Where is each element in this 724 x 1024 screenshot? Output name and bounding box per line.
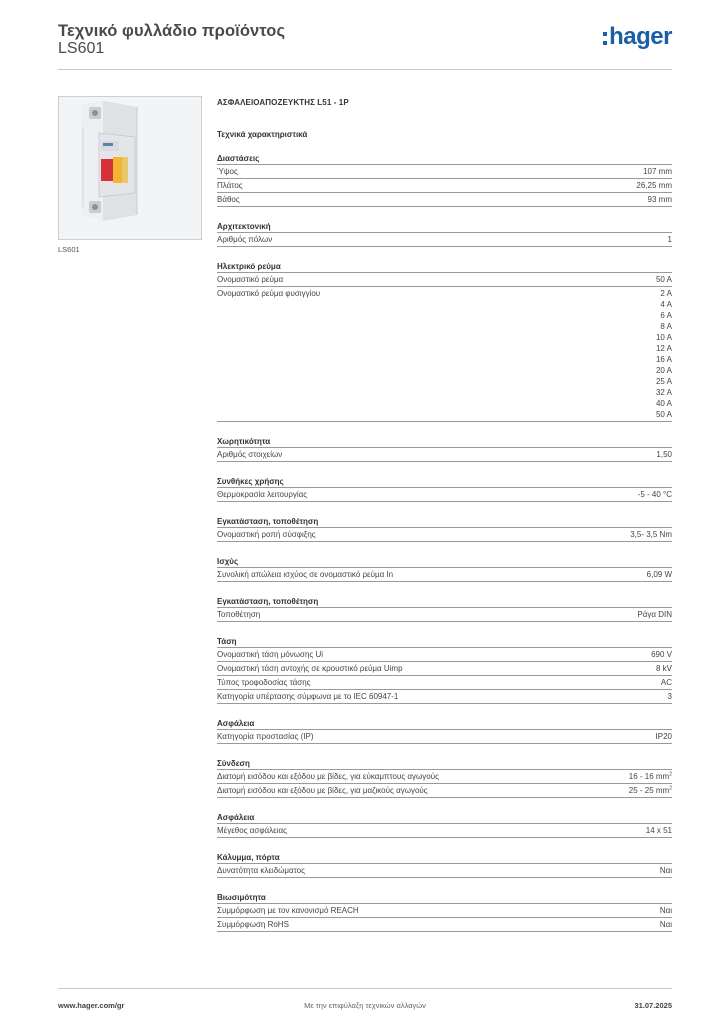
spec-label: Αριθμός στοιχείων <box>217 450 283 459</box>
spec-value <box>651 649 672 660</box>
spec-value-line: 50 A <box>655 410 672 419</box>
spec-value <box>656 449 672 460</box>
spec-section <box>217 476 672 502</box>
hager-logo <box>603 24 672 50</box>
spec-value <box>638 489 672 500</box>
spec-value <box>637 609 672 620</box>
section-heading: Σύνδεση <box>217 758 672 770</box>
spec-label: Συμμόρφωση RoHS <box>217 920 289 929</box>
spec-value <box>643 166 672 177</box>
spec-label: Βάθος <box>217 195 240 204</box>
section-heading: Ισχύς <box>217 556 672 568</box>
spec-value-line: 8 kV <box>655 664 672 673</box>
spec-label: Μέγεθος ασφάλειας <box>217 826 287 835</box>
spec-value-line: AC <box>660 678 672 687</box>
product-code: LS601 <box>58 40 105 57</box>
spec-label: Ονομαστική τάση αντοχής σε κρουστικό ρεύμα Uimp <box>217 664 403 673</box>
spec-row <box>217 273 672 287</box>
spec-value <box>660 865 672 876</box>
spec-row <box>217 918 672 932</box>
spec-label: Ονομαστική ροπή σύσφιξης <box>217 530 316 539</box>
spec-row <box>217 179 672 193</box>
spec-value <box>648 194 672 205</box>
spec-value-line: 2 A <box>660 289 672 298</box>
spec-value-line: 690 V <box>651 650 672 659</box>
spec-row <box>217 287 672 422</box>
spec-value <box>647 569 672 580</box>
spec-label: Ύψος <box>217 167 238 176</box>
spec-section <box>217 892 672 932</box>
spec-row <box>217 662 672 676</box>
spec-value-line: Ναι <box>659 866 672 875</box>
section-heading: Ηλεκτρικό ρεύμα <box>217 261 672 273</box>
footer-notice: Με την επιφύλαξη τεχνικών αλλαγών <box>304 1001 426 1010</box>
spec-label: Τοποθέτηση <box>217 610 261 619</box>
section-heading: Εγκατάσταση, τοποθέτηση <box>217 516 672 528</box>
spec-label: Δυνατότητα κλειδώματος <box>217 866 305 875</box>
section-heading: Εγκατάσταση, τοποθέτηση <box>217 596 672 608</box>
document-title: Τεχνικό φυλλάδιο προϊόντος <box>58 22 286 40</box>
spec-label: Τύπος τροφοδοσίας τάσης <box>217 678 311 687</box>
spec-value-line: 14 x 51 <box>645 826 672 835</box>
spec-value <box>629 785 672 796</box>
spec-label: Κατηγορία υπέρτασης σύμφωνα με το IEC 60947-1 <box>217 692 399 701</box>
section-heading: Τάση <box>217 636 672 648</box>
spec-row <box>217 233 672 247</box>
spec-row <box>217 824 672 838</box>
spec-value <box>656 731 672 742</box>
spec-row <box>217 676 672 690</box>
spec-value-line: 3,5- 3,5 Nm <box>630 530 672 539</box>
section-heading: Αρχιτεκτονική <box>217 221 672 233</box>
spec-value <box>636 180 672 191</box>
spec-value-line: Ναι <box>659 920 672 929</box>
spec-section <box>217 516 672 542</box>
spec-row <box>217 770 672 784</box>
product-image <box>58 96 202 240</box>
spec-section <box>217 596 672 622</box>
spec-row <box>217 648 672 662</box>
spec-value <box>668 691 672 702</box>
spec-label: Αριθμός πόλων <box>217 235 273 244</box>
spec-value <box>656 274 672 285</box>
spec-section <box>217 852 672 878</box>
spec-value-line: IP20 <box>655 732 672 741</box>
section-heading: Συνθήκες χρήσης <box>217 476 672 488</box>
spec-section <box>217 153 672 207</box>
section-heading: Χωρητικότητα <box>217 436 672 448</box>
spec-value-line: 20 A <box>655 366 672 375</box>
spec-value <box>668 234 672 245</box>
spec-section <box>217 812 672 838</box>
spec-row <box>217 904 672 918</box>
product-title: ΑΣΦΑΛΕΙΟΑΠΟΖΕΥΚΤΗΣ L51 - 1P <box>217 98 349 107</box>
spec-value-line: 50 A <box>655 275 672 284</box>
spec-value-line: 6,09 W <box>646 570 672 579</box>
spec-value-line: 93 mm <box>647 195 672 204</box>
spec-sections <box>217 153 672 932</box>
spec-row <box>217 193 672 207</box>
spec-section <box>217 636 672 704</box>
spec-label: Συνολική απώλεια ισχύος σε ονομαστικό ρεύμα In <box>217 570 394 579</box>
spec-row <box>217 528 672 542</box>
spec-row <box>217 488 672 502</box>
spec-subtitle: Τεχνικά χαρακτηριστικά <box>217 130 308 139</box>
spec-label: Κατηγορία προστασίας (IP) <box>217 732 314 741</box>
spec-value-line: 12 A <box>655 344 672 353</box>
spec-value-line: 8 A <box>660 322 672 331</box>
spec-content <box>217 97 672 932</box>
spec-row <box>217 784 672 798</box>
page-footer <box>58 988 672 1016</box>
spec-value-line: 107 mm <box>643 167 672 176</box>
section-heading: Ασφάλεια <box>217 718 672 730</box>
section-heading: Κάλυμμα, πόρτα <box>217 852 672 864</box>
footer-date: 31.07.2025 <box>634 1001 672 1010</box>
spec-value <box>656 663 672 674</box>
image-caption: LS601 <box>58 245 80 254</box>
spec-value-line: 40 A <box>655 399 672 408</box>
spec-value <box>629 771 672 782</box>
spec-label: Ονομαστικό ρεύμα <box>217 275 284 284</box>
logo-dots-icon <box>603 27 607 47</box>
spec-value <box>661 677 672 688</box>
spec-value-line: 1,50 <box>656 450 672 459</box>
section-heading: Ασφάλεια <box>217 812 672 824</box>
spec-row <box>217 690 672 704</box>
spec-row <box>217 568 672 582</box>
spec-label: Θερμοκρασία λειτουργίας <box>217 490 308 499</box>
page-header <box>58 20 672 70</box>
spec-section <box>217 556 672 582</box>
spec-label: Ονομαστικό ρεύμα φυσιγγίου <box>217 289 321 298</box>
spec-value-line: Ράγα DIN <box>637 610 672 619</box>
spec-section <box>217 221 672 247</box>
spec-value <box>660 919 672 930</box>
spec-value <box>656 288 672 420</box>
spec-value-line: 1 <box>667 235 672 244</box>
spec-section <box>217 758 672 798</box>
spec-value-line: 32 A <box>655 388 672 397</box>
footer-website: www.hager.com/gr <box>58 1001 125 1010</box>
spec-value-line: 3 <box>667 692 672 701</box>
spec-row <box>217 730 672 744</box>
spec-label: Ονομαστική τάση μόνωσης Ui <box>217 650 324 659</box>
spec-label: Διατομή εισόδου και εξόδου με βίδες, για εύκαμπτους αγωγούς <box>217 772 439 781</box>
spec-value-line: 25 A <box>655 377 672 386</box>
spec-row <box>217 864 672 878</box>
spec-value-line: 6 A <box>660 311 672 320</box>
spec-row <box>217 165 672 179</box>
spec-row <box>217 448 672 462</box>
unit-superscript: 2 <box>669 771 672 778</box>
spec-label: Διατομή εισόδου και εξόδου με βίδες, για μαζικούς αγωγούς <box>217 786 428 795</box>
section-heading: Βιωσιμότητα <box>217 892 672 904</box>
spec-value-line: 26,25 mm <box>636 181 672 190</box>
fuse-disconnector-icon <box>59 97 202 240</box>
spec-value-line: -5 - 40 °C <box>637 490 672 499</box>
spec-value-line: Ναι <box>659 906 672 915</box>
section-heading: Διαστάσεις <box>217 153 672 165</box>
spec-value-line: 16 A <box>655 355 672 364</box>
spec-value <box>646 825 672 836</box>
spec-value-line: 10 A <box>655 333 672 342</box>
spec-value-line: 25 - 25 $mm^2$ <box>628 785 672 795</box>
logo-text: hager <box>609 23 672 50</box>
spec-value <box>660 905 672 916</box>
spec-value-line: 4 A <box>660 300 672 309</box>
spec-section <box>217 261 672 422</box>
spec-label: Συμμόρφωση με τον κανονισμό REACH <box>217 906 359 915</box>
spec-row <box>217 608 672 622</box>
spec-section <box>217 718 672 744</box>
unit-superscript: 2 <box>669 785 672 792</box>
spec-section <box>217 436 672 462</box>
spec-value <box>630 529 672 540</box>
spec-value-line: 16 - 16 $mm^2$ <box>628 771 672 781</box>
spec-label: Πλάτος <box>217 181 243 190</box>
